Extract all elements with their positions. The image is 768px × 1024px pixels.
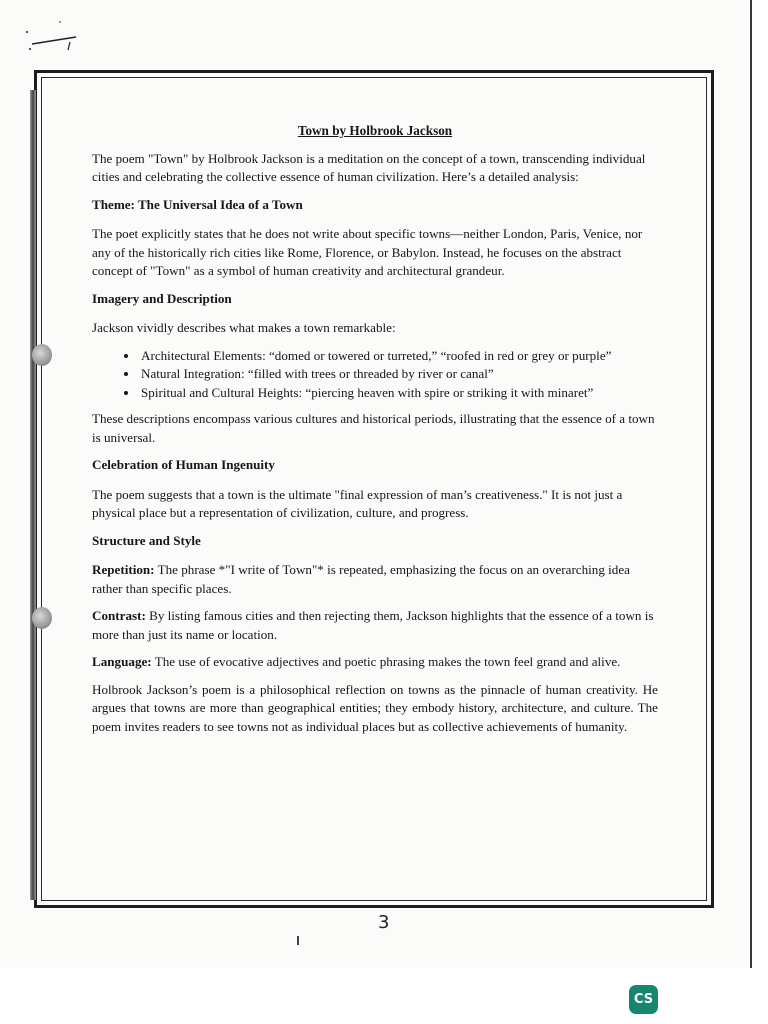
bullet-item: • Natural Integration: “filled with trees or threaded by river or canal” [139,365,658,384]
bullet-item: • Architectural Elements: “domed or towered or turreted,” “roofed in red or grey or purple” [139,347,658,366]
contrast-label: Contrast: [92,608,146,623]
page-number: 3 [378,912,390,933]
repetition-paragraph [92,561,658,598]
imagery-followup-paragraph: These descriptions encompass various cultures and historical periods, illustrating that the essence of a town is universal. [92,411,655,445]
imagery-heading: Imagery and Description [92,290,232,306]
bullet-item: • Spiritual and Cultural Heights: “piercing heaven with spire or striking it with minaret” [139,384,658,403]
camscanner-logo-icon: CS [629,985,658,1014]
theme-paragraph: The poet explicitly states that he does not write about specific towns—neither London, Paris, Venice, nor any of the historically rich cities like Rome, Florence, or Babylon. Instead, he focuses on the abstract concept of "Town" as a symbol of human creativity and architectural grandeur. [92,226,643,278]
repetition-text: The phrase *"I write of Town"* is repeated, emphasizing the focus on an overarching idea rather than specific places. [92,562,630,596]
binding-strip [30,90,36,900]
punch-hole-top [32,344,52,366]
punch-hole-bottom [32,607,52,629]
repetition-label: Repetition: [92,562,155,577]
document-body [92,122,658,745]
imagery-bullet-list [92,347,658,403]
structure-heading: Structure and Style [92,532,201,548]
imagery-paragraph: Jackson vividly describes what makes a town remarkable: [92,320,396,335]
contrast-paragraph [92,607,658,644]
stray-mark [297,936,299,945]
pen-mark-scribble [24,20,84,60]
document-title: Town by Holbrook Jackson [297,123,453,138]
ingenuity-paragraph: The poem suggests that a town is the ultimate "final expression of man’s creativeness." It is not just a physical place but a representation of civilization, culture, and progress. [92,486,623,520]
language-paragraph [92,653,658,672]
conclusion-paragraph: Holbrook Jackson’s poem is a philosophical reflection on towns as the pinnacle of human creativity. He argues that towns are more than geographical entities; they embody history, architecture, and culture. The poem invites readers to see towns not as individual places but as collective achievements of humanity. [92,681,658,734]
theme-heading: Theme: The Universal Idea of a Town [92,196,303,212]
contrast-text: By listing famous cities and then rejecting them, Jackson highlights that the essence of a town is more than just its name or location. [92,608,654,642]
language-label: Language: [92,654,152,669]
intro-paragraph: The poem "Town" by Holbrook Jackson is a meditation on the concept of a town, transcending individual cities and celebrating the collective essence of human civilization. Here’s a detailed analysis: [92,150,646,184]
language-text: The use of evocative adjectives and poetic phrasing makes the town feel grand and alive. [151,654,621,669]
ingenuity-heading: Celebration of Human Ingenuity [92,457,275,472]
